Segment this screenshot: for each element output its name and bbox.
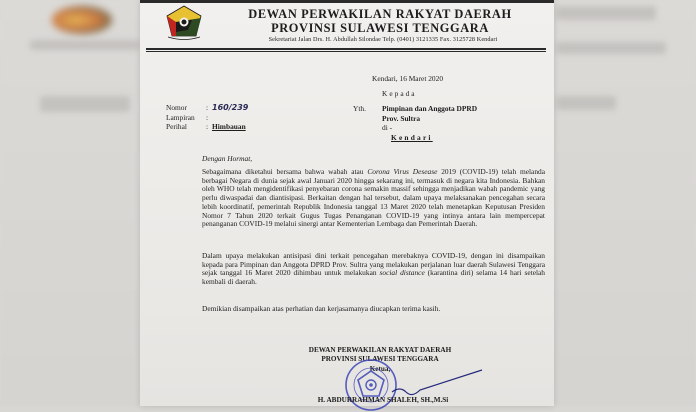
signer-name: H. ABDURRAHMAN SHALEH, SH.,M.Si bbox=[317, 396, 449, 404]
colon: : bbox=[206, 103, 209, 112]
recipient-line1: Pimpinan dan Anggota DPRD bbox=[382, 104, 478, 113]
paragraph-text: Demikian disampaikan atas perhatian dan kerjasamanya diucapkan terima kasih. bbox=[202, 304, 441, 313]
signature-institution: DEWAN PERWAKILAN RAKYAT DAERAH bbox=[308, 346, 452, 354]
lampiran-label: Lampiran bbox=[166, 112, 195, 122]
blurred-background-left bbox=[0, 0, 140, 406]
letter-meta bbox=[166, 103, 248, 132]
recipient-line2: Prov. Sultra bbox=[382, 113, 421, 123]
letter-document bbox=[140, 0, 554, 406]
lampiran-row bbox=[166, 113, 248, 123]
perihal-label: Perihal bbox=[166, 122, 187, 131]
letterhead-divider bbox=[146, 48, 546, 50]
yth-label: Yth. bbox=[353, 104, 366, 113]
blurred-bar bbox=[40, 96, 130, 112]
blurred-bar bbox=[556, 6, 656, 20]
nomor-value: 160/239 bbox=[212, 103, 249, 112]
nomor-row bbox=[166, 103, 248, 113]
body-paragraph-1 bbox=[202, 168, 545, 229]
salutation: Dengan Hormat, bbox=[202, 154, 253, 163]
kepada-label: Kepada bbox=[382, 89, 417, 98]
perihal-value: Himbauan bbox=[212, 122, 246, 131]
closing-paragraph bbox=[202, 305, 545, 314]
paragraph-italic-text: Corona Virus Desease bbox=[367, 167, 438, 176]
paragraph-italic-text: social distance bbox=[379, 268, 425, 278]
paragraph-text: (karantina diri) selama 14 hari setelah kembali di daerah. bbox=[202, 268, 546, 287]
di-label: di - bbox=[382, 123, 393, 132]
blurred-bar bbox=[30, 40, 140, 50]
recipient-block bbox=[382, 104, 477, 142]
perihal-row bbox=[166, 122, 248, 132]
paper-top-edge bbox=[140, 0, 554, 3]
letterhead-title bbox=[230, 7, 530, 35]
blurred-background-right bbox=[554, 0, 696, 406]
letterhead-divider-thin bbox=[146, 51, 546, 52]
paragraph-text: 2019 (COVID-19) telah melanda berbagai Negara di dunia sejak awal Januari 2020 hingga sekarang ini, termasuk di negara kita Indonesia. Bahkan oleh WHO telah mengidentifikasi penyebaran corona semakin massif sehingga menjadikan wabah pandemic yang perlu diwaspadai dan diantisipasi. Berkaitan dengan hal tersebut, dalam upaya melaksanakan pencegahan secara lebih koordinatif, pemerintah Republik Indonesia tanggal 13 Maret 2020 telah menetapkan Keputusan Presiden Nomor 7 Tahun 2020 terkait Gugus Tugas Penanganan COVID-19 yang intinya antara lain mempercepat penanganan COVID-19 melalui sinergi antar Kementerian Lembaga dan Pemerintah Daerah. bbox=[202, 167, 545, 229]
letterhead-address: Sekretariat Jalan Drs. H. Abdullah Silondae Telp. (0401) 3121335 Fax. 3125728 Kendari bbox=[268, 36, 498, 43]
colon: : bbox=[206, 112, 209, 122]
paragraph-text: Dalam upaya melakukan antisipasi dini terkait pencegahan merebaknya COVID-19, dengan ini disampaikan kepada para Pimpinan dan Anggota DPRD Prov. Sultra yang melakukan perjalanan luar daerah Sulawesi Tenggara sejak tanggal 16 Maret 2020 dihimbau untuk melakukan bbox=[202, 251, 545, 278]
colon: : bbox=[206, 122, 209, 131]
signature-role: Ketua, bbox=[369, 364, 391, 373]
recipient-city: Kendari bbox=[391, 132, 433, 142]
place-date: Kendari, 16 Maret 2020 bbox=[372, 74, 444, 83]
nomor-label: Nomor bbox=[166, 103, 187, 112]
paragraph-text: Sebagaimana diketahui bersama bahwa wabah atau bbox=[202, 167, 368, 176]
blurred-logo-reflection bbox=[52, 6, 112, 34]
dprd-emblem-icon bbox=[164, 4, 204, 42]
body-paragraph-2 bbox=[202, 252, 545, 287]
blurred-bar bbox=[556, 42, 666, 54]
institution-name: DEWAN PERWAKILAN RAKYAT DAERAH bbox=[248, 7, 512, 21]
signature-province: PROVINSI SULAWESI TENGGARA bbox=[321, 355, 439, 364]
blurred-bar bbox=[556, 96, 616, 110]
province-name: PROVINSI SULAWESI TENGGARA bbox=[271, 21, 489, 35]
